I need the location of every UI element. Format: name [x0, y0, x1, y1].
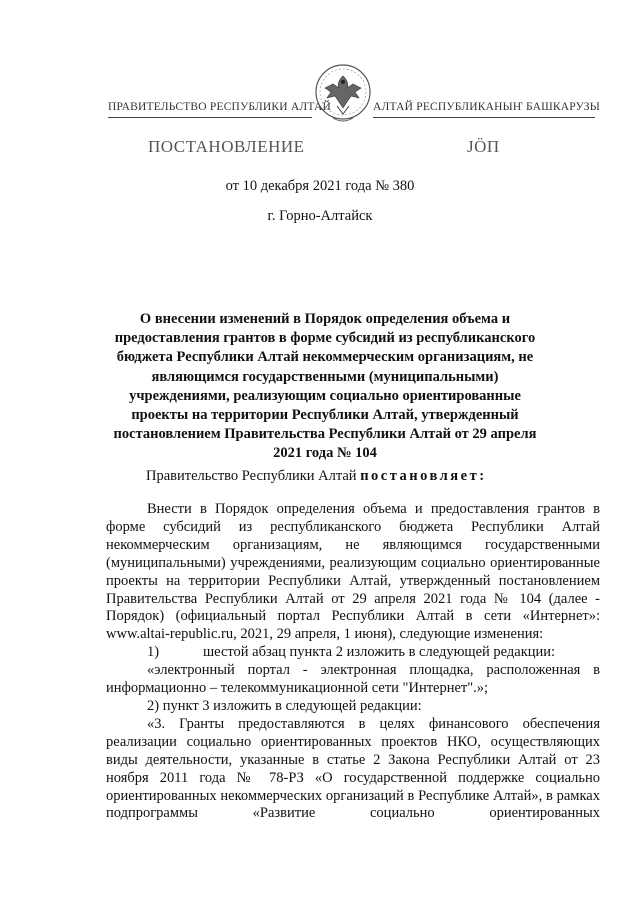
list-item-2: 2) пункт 3 изложить в следующей редакции: [147, 697, 422, 714]
document-date: от 10 декабря 2021 года № 380 [225, 178, 415, 194]
document-title: О внесении изменений в Порядок определения объема и предоставления грантов в форме субсидий из республиканского бюджета Республики Алтай некоммерческим организациям, не являющимся государственными (муниципальными) учреждениями, реализующим социально ориентированные проекты на территории Республики Алтай, утвержденный постановлением Правительства Республики Алтай от 29 апреля 2021 года № 104 [113, 311, 537, 462]
header-rule-left [108, 117, 312, 118]
document-city: г. Горно-Алтайск [267, 208, 373, 224]
document-type-altai: ЈӦП [467, 137, 500, 156]
document-body [106, 501, 600, 823]
list-item-1-number: 1) [147, 644, 160, 661]
decree-line [146, 468, 487, 485]
quote-2: «3. Гранты предоставляются в целях финансового обеспечения реализации социально ориентированных проектов НКО, осуществляющих виды деятельности, указанные в статье 2 Закона Республики Алтай от 23 ноября 2011 года № 78-РЗ «О государственной поддержке социально ориентированных некоммерческих организаций в Республике Алтай», в рамках подпрограммы «Развитие социально ориентированных [106, 715, 600, 822]
document-type-russian: ПОСТАНОВЛЕНИЕ [148, 137, 305, 156]
list-item-1 [106, 644, 600, 662]
body-paragraph-intro: Внести в Порядок определения объема и предоставления грантов в форме субсидий из республиканского бюджета Республики Алтай некоммерческим организациям, не являющимся государственными (муниципальными) учреждениями, реализующим социально ориентированные проекты на территории Республики Алтай, утвержденный постановлением Правительства Республики Алтай от 29 апреля 2021 года № 104 (далее - Порядок) (официальный портал Республики Алтай в сети «Интернет»: www.altai-republic.ru, 2021, 29 апреля, 1 июня), следующие изменения: [106, 501, 600, 643]
quote-1: «электронный портал - электронная площадка, расположенная в информационно – телекоммуникационной сети "Интернет".»; [106, 662, 600, 697]
header-rule-right [373, 117, 595, 118]
government-name-russian: ПРАВИТЕЛЬСТВО РЕСПУБЛИКИ АЛТАЙ [108, 101, 332, 113]
list-item-1-text: шестой абзац пункта 2 изложить в следующей редакции: [203, 644, 556, 661]
coat-of-arms-icon [313, 62, 373, 128]
decree-subject: Правительство Республики Алтай [146, 468, 357, 484]
decree-verb: постановляет: [360, 468, 487, 484]
government-name-altai: АЛТАЙ РЕСПУБЛИКАНЫҤ БАШКАРУЗЫ [373, 101, 600, 113]
